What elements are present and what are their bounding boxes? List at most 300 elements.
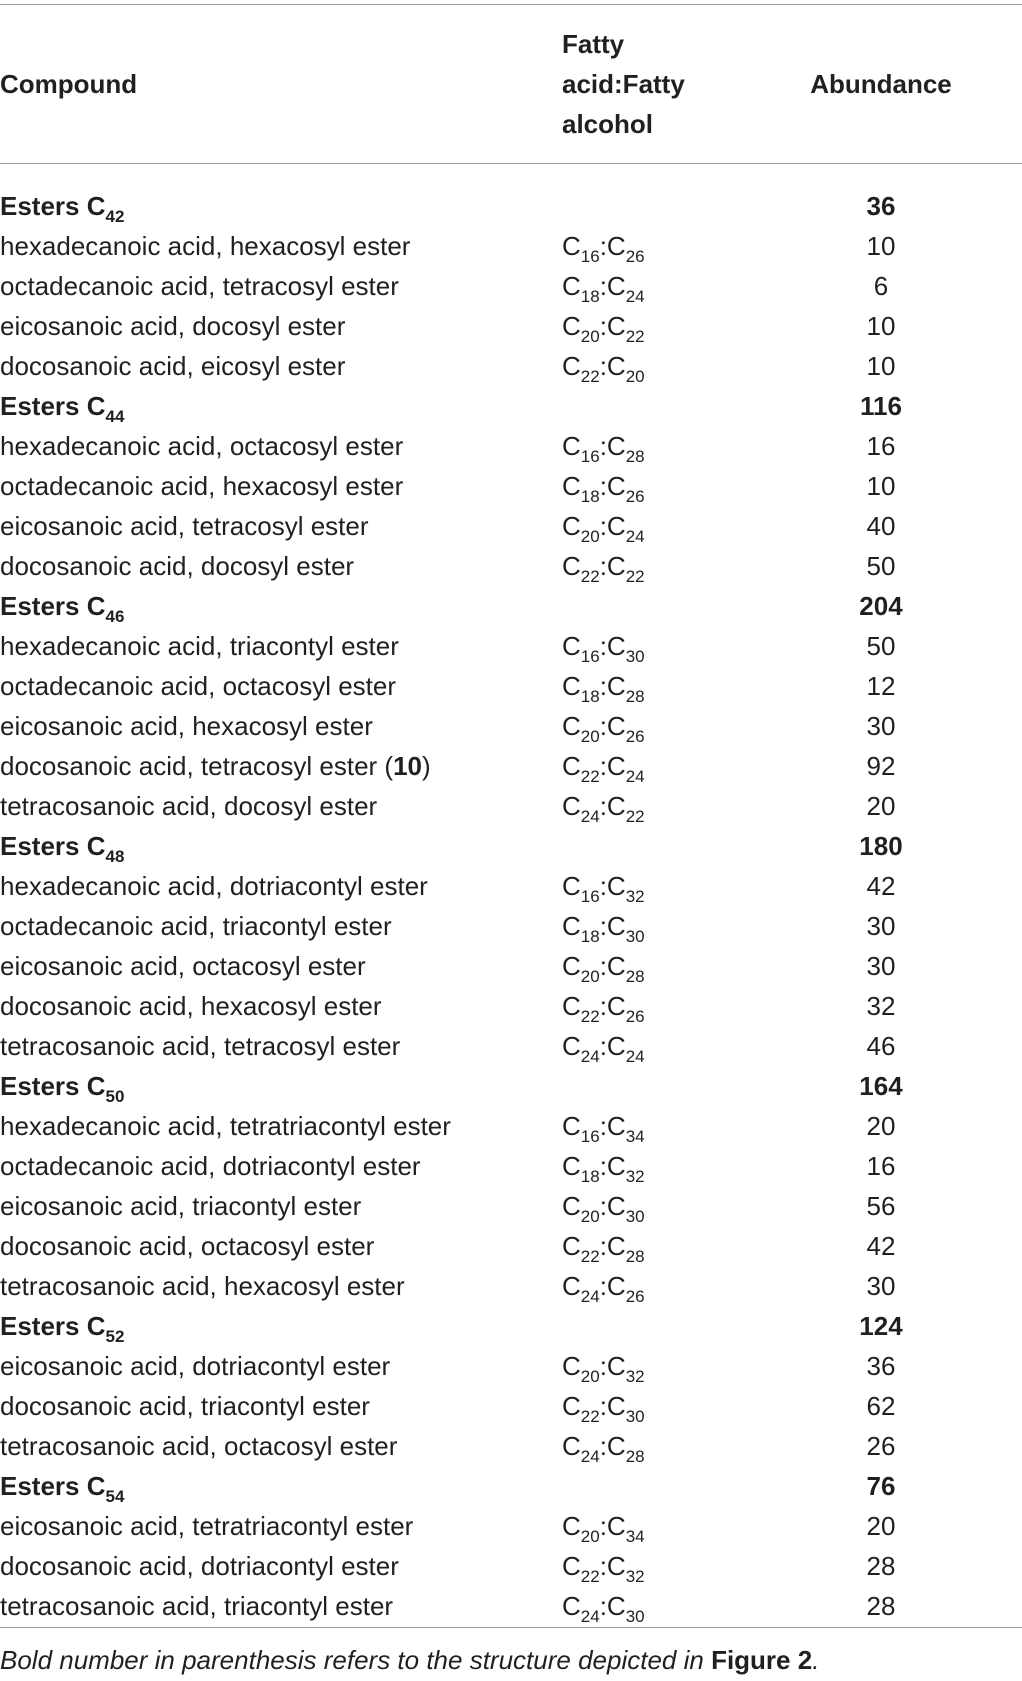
fatty-acid-chain: 24 bbox=[580, 1447, 600, 1466]
table-row bbox=[0, 1586, 1022, 1626]
compound-name: octadecanoic acid, octacosyl ester bbox=[0, 671, 396, 701]
compound-name: docosanoic acid, dotriacontyl ester bbox=[0, 1551, 399, 1581]
header-row bbox=[0, 4, 1022, 163]
separator: :C bbox=[599, 1551, 626, 1581]
separator: :C bbox=[599, 1271, 626, 1301]
fatty-acid-alcohol-cell bbox=[562, 1586, 810, 1626]
fatty-acid-chain: 16 bbox=[580, 887, 600, 906]
fatty-alcohol-chain: 24 bbox=[625, 767, 645, 786]
fatty-acid-alcohol-cell bbox=[562, 266, 810, 306]
fatty-acid-alcohol-cell bbox=[562, 546, 810, 586]
group-fa-empty bbox=[562, 186, 810, 226]
fatty-alcohol-chain: 30 bbox=[625, 1207, 645, 1226]
table-row bbox=[0, 1226, 1022, 1266]
compound-cell bbox=[0, 746, 562, 786]
header-fatty-line-3: alcohol bbox=[562, 108, 654, 139]
compound-name: octadecanoic acid, tetracosyl ester bbox=[0, 271, 399, 301]
fatty-acid-chain: 22 bbox=[580, 767, 600, 786]
group-row bbox=[0, 1066, 1022, 1106]
compound-cell bbox=[0, 706, 562, 746]
table-row bbox=[0, 506, 1022, 546]
table-row bbox=[0, 666, 1022, 706]
compound-name: eicosanoic acid, triacontyl ester bbox=[0, 1191, 362, 1221]
table-row bbox=[0, 1546, 1022, 1586]
compound-name: docosanoic acid, docosyl ester bbox=[0, 551, 355, 581]
fatty-acid-alcohol-cell bbox=[562, 1146, 810, 1186]
fatty-acid-alcohol-cell bbox=[562, 306, 810, 346]
abundance-cell: 6 bbox=[873, 271, 889, 301]
compound-name: eicosanoic acid, docosyl ester bbox=[0, 311, 346, 341]
compound-cell bbox=[0, 306, 562, 346]
abundance-cell: 50 bbox=[866, 551, 896, 581]
compound-name-after: ) bbox=[422, 751, 431, 781]
carbon-symbol: C bbox=[562, 271, 581, 301]
fatty-acid-chain: 22 bbox=[580, 567, 600, 586]
carbon-symbol: C bbox=[562, 1231, 581, 1261]
group-total: 76 bbox=[866, 1471, 896, 1501]
carbon-symbol: C bbox=[562, 1351, 581, 1381]
fatty-alcohol-chain: 30 bbox=[625, 1607, 645, 1626]
fatty-alcohol-chain: 22 bbox=[625, 807, 645, 826]
fatty-acid-alcohol-cell bbox=[562, 226, 810, 266]
compound-cell bbox=[0, 1346, 562, 1386]
separator: :C bbox=[599, 1431, 626, 1461]
carbon-symbol: C bbox=[562, 1431, 581, 1461]
table-row bbox=[0, 866, 1022, 906]
fatty-acid-alcohol-cell bbox=[562, 866, 810, 906]
fatty-alcohol-chain: 24 bbox=[625, 527, 645, 546]
compound-name: eicosanoic acid, tetratriacontyl ester bbox=[0, 1511, 414, 1541]
abundance-cell: 42 bbox=[866, 1231, 896, 1261]
compound-name: tetracosanoic acid, docosyl ester bbox=[0, 791, 378, 821]
compound-name: eicosanoic acid, tetracosyl ester bbox=[0, 511, 369, 541]
compound-cell bbox=[0, 1426, 562, 1466]
fatty-alcohol-chain: 32 bbox=[625, 887, 645, 906]
fatty-acid-alcohol-cell bbox=[562, 1506, 810, 1546]
fatty-acid-alcohol-cell bbox=[562, 1546, 810, 1586]
group-label-text: Esters C bbox=[0, 1471, 106, 1501]
fatty-acid-chain: 20 bbox=[580, 1207, 600, 1226]
group-row bbox=[0, 186, 1022, 226]
table-row bbox=[0, 786, 1022, 826]
abundance-cell: 10 bbox=[866, 231, 896, 261]
fatty-acid-chain: 20 bbox=[580, 727, 600, 746]
abundance-cell: 16 bbox=[866, 1151, 896, 1181]
carbon-symbol: C bbox=[562, 511, 581, 541]
fatty-alcohol-chain: 34 bbox=[625, 1127, 645, 1146]
separator: :C bbox=[599, 711, 626, 741]
fatty-acid-chain: 20 bbox=[580, 1527, 600, 1546]
separator: :C bbox=[599, 1351, 626, 1381]
table-row bbox=[0, 226, 1022, 266]
separator: :C bbox=[599, 1031, 626, 1061]
table-row bbox=[0, 706, 1022, 746]
abundance-cell: 42 bbox=[866, 871, 896, 901]
group-label-subscript: 48 bbox=[105, 847, 125, 866]
separator: :C bbox=[599, 911, 626, 941]
compound-name: tetracosanoic acid, tetracosyl ester bbox=[0, 1031, 401, 1061]
separator: :C bbox=[599, 751, 626, 781]
group-label-subscript: 52 bbox=[105, 1327, 125, 1346]
abundance-cell: 50 bbox=[866, 631, 896, 661]
compound-cell bbox=[0, 506, 562, 546]
group-label-subscript: 50 bbox=[105, 1087, 125, 1106]
group-row bbox=[0, 1306, 1022, 1346]
header-fatty-acid-alcohol bbox=[562, 4, 810, 163]
fatty-alcohol-chain: 26 bbox=[625, 487, 645, 506]
separator: :C bbox=[599, 271, 626, 301]
separator: :C bbox=[599, 871, 626, 901]
separator: :C bbox=[599, 1191, 626, 1221]
separator: :C bbox=[599, 1151, 626, 1181]
carbon-symbol: C bbox=[562, 431, 581, 461]
header-fatty-line-1: Fatty bbox=[562, 28, 625, 59]
compound-name: hexadecanoic acid, dotriacontyl ester bbox=[0, 871, 428, 901]
fatty-alcohol-chain: 24 bbox=[625, 287, 645, 306]
abundance-cell: 46 bbox=[866, 1031, 896, 1061]
group-total: 204 bbox=[859, 591, 903, 621]
fatty-acid-alcohol-cell bbox=[562, 746, 810, 786]
compound-name: octadecanoic acid, hexacosyl ester bbox=[0, 471, 404, 501]
carbon-symbol: C bbox=[562, 631, 581, 661]
fatty-alcohol-chain: 26 bbox=[625, 247, 645, 266]
fatty-acid-chain: 22 bbox=[580, 1407, 600, 1426]
carbon-symbol: C bbox=[562, 551, 581, 581]
carbon-symbol: C bbox=[562, 1391, 581, 1421]
abundance-cell: 30 bbox=[866, 911, 896, 941]
group-fa-empty bbox=[562, 586, 810, 626]
table-row bbox=[0, 946, 1022, 986]
fatty-acid-chain: 18 bbox=[580, 1167, 600, 1186]
table-row bbox=[0, 1186, 1022, 1226]
compound-name: hexadecanoic acid, octacosyl ester bbox=[0, 431, 404, 461]
fatty-acid-alcohol-cell bbox=[562, 346, 810, 386]
fatty-alcohol-chain: 30 bbox=[625, 927, 645, 946]
separator: :C bbox=[599, 791, 626, 821]
fatty-alcohol-chain: 30 bbox=[625, 1407, 645, 1426]
separator: :C bbox=[599, 551, 626, 581]
fatty-alcohol-chain: 28 bbox=[625, 967, 645, 986]
group-fa-empty bbox=[562, 386, 810, 426]
compound-name: octadecanoic acid, triacontyl ester bbox=[0, 911, 392, 941]
carbon-symbol: C bbox=[562, 1151, 581, 1181]
fatty-alcohol-chain: 28 bbox=[625, 687, 645, 706]
table-row bbox=[0, 1146, 1022, 1186]
abundance-cell: 16 bbox=[866, 431, 896, 461]
compound-cell bbox=[0, 906, 562, 946]
separator: :C bbox=[599, 1511, 626, 1541]
carbon-symbol: C bbox=[562, 1511, 581, 1541]
separator: :C bbox=[599, 1231, 626, 1261]
fatty-alcohol-chain: 20 bbox=[625, 367, 645, 386]
table-row bbox=[0, 1386, 1022, 1426]
compound-cell bbox=[0, 546, 562, 586]
compound-cell bbox=[0, 866, 562, 906]
abundance-cell: 62 bbox=[866, 1391, 896, 1421]
data-table bbox=[0, 4, 1022, 1626]
fatty-acid-chain: 20 bbox=[580, 527, 600, 546]
fatty-acid-chain: 22 bbox=[580, 367, 600, 386]
compound-name: docosanoic acid, eicosyl ester bbox=[0, 351, 346, 381]
table-row bbox=[0, 426, 1022, 466]
group-label bbox=[0, 1306, 562, 1346]
group-label-subscript: 54 bbox=[105, 1487, 125, 1506]
compound-cell bbox=[0, 1386, 562, 1426]
fatty-acid-chain: 24 bbox=[580, 1047, 600, 1066]
table-row bbox=[0, 626, 1022, 666]
compound-name: hexadecanoic acid, hexacosyl ester bbox=[0, 231, 411, 261]
bottom-rule bbox=[0, 1627, 1022, 1628]
abundance-cell: 30 bbox=[866, 1271, 896, 1301]
group-label-text: Esters C bbox=[0, 191, 106, 221]
fatty-alcohol-chain: 28 bbox=[625, 1247, 645, 1266]
group-row bbox=[0, 826, 1022, 866]
separator: :C bbox=[599, 671, 626, 701]
group-total: 180 bbox=[859, 831, 903, 861]
group-label bbox=[0, 386, 562, 426]
fatty-acid-chain: 20 bbox=[580, 1367, 600, 1386]
footnote-end: . bbox=[812, 1645, 820, 1675]
fatty-alcohol-chain: 32 bbox=[625, 1567, 645, 1586]
abundance-cell: 32 bbox=[866, 991, 896, 1021]
carbon-symbol: C bbox=[562, 871, 581, 901]
carbon-symbol: C bbox=[562, 951, 581, 981]
header-compound: Compound bbox=[0, 68, 138, 99]
compound-name: docosanoic acid, hexacosyl ester bbox=[0, 991, 382, 1021]
compound-cell bbox=[0, 266, 562, 306]
fatty-acid-alcohol-cell bbox=[562, 986, 810, 1026]
group-row bbox=[0, 386, 1022, 426]
fatty-acid-chain: 18 bbox=[580, 687, 600, 706]
abundance-cell: 28 bbox=[866, 1551, 896, 1581]
abundance-cell: 40 bbox=[866, 511, 896, 541]
fatty-acid-chain: 22 bbox=[580, 1247, 600, 1266]
fatty-alcohol-chain: 34 bbox=[625, 1527, 645, 1546]
group-label bbox=[0, 1466, 562, 1506]
table-row bbox=[0, 466, 1022, 506]
fatty-alcohol-chain: 28 bbox=[625, 1447, 645, 1466]
fatty-acid-alcohol-cell bbox=[562, 906, 810, 946]
compound-cell bbox=[0, 466, 562, 506]
fatty-alcohol-chain: 32 bbox=[625, 1367, 645, 1386]
compound-cell bbox=[0, 226, 562, 266]
separator: :C bbox=[599, 351, 626, 381]
table-row bbox=[0, 266, 1022, 306]
table-row bbox=[0, 1346, 1022, 1386]
carbon-symbol: C bbox=[562, 311, 581, 341]
group-label-subscript: 44 bbox=[105, 407, 125, 426]
compound-name: tetracosanoic acid, triacontyl ester bbox=[0, 1591, 394, 1621]
abundance-cell: 10 bbox=[866, 351, 896, 381]
compound-cell bbox=[0, 1186, 562, 1226]
separator: :C bbox=[599, 471, 626, 501]
abundance-cell: 20 bbox=[866, 791, 896, 821]
abundance-cell: 26 bbox=[866, 1431, 896, 1461]
fatty-acid-chain: 18 bbox=[580, 287, 600, 306]
fatty-acid-chain: 16 bbox=[580, 647, 600, 666]
fatty-acid-alcohol-cell bbox=[562, 1426, 810, 1466]
group-total: 36 bbox=[866, 191, 896, 221]
fatty-acid-alcohol-cell bbox=[562, 466, 810, 506]
fatty-alcohol-chain: 26 bbox=[625, 1287, 645, 1306]
abundance-cell: 36 bbox=[866, 1351, 896, 1381]
table-row bbox=[0, 746, 1022, 786]
fatty-alcohol-chain: 32 bbox=[625, 1167, 645, 1186]
fatty-acid-alcohol-cell bbox=[562, 706, 810, 746]
compound-cell bbox=[0, 666, 562, 706]
fatty-acid-chain: 20 bbox=[580, 327, 600, 346]
group-total: 164 bbox=[859, 1071, 903, 1101]
fatty-acid-chain: 16 bbox=[580, 1127, 600, 1146]
abundance-cell: 10 bbox=[866, 311, 896, 341]
table-row bbox=[0, 986, 1022, 1026]
fatty-acid-chain: 16 bbox=[580, 447, 600, 466]
separator: :C bbox=[599, 991, 626, 1021]
group-label-subscript: 46 bbox=[105, 607, 125, 626]
structure-ref: 10 bbox=[393, 751, 422, 781]
fatty-acid-alcohol-cell bbox=[562, 506, 810, 546]
group-row bbox=[0, 586, 1022, 626]
separator: :C bbox=[599, 231, 626, 261]
group-label-text: Esters C bbox=[0, 1311, 106, 1341]
compound-name: tetracosanoic acid, hexacosyl ester bbox=[0, 1271, 405, 1301]
fatty-acid-chain: 18 bbox=[580, 487, 600, 506]
group-fa-empty bbox=[562, 826, 810, 866]
fatty-alcohol-chain: 24 bbox=[625, 1047, 645, 1066]
fatty-acid-chain: 24 bbox=[580, 807, 600, 826]
compound-name: hexadecanoic acid, tetratriacontyl ester bbox=[0, 1111, 451, 1141]
fatty-acid-chain: 22 bbox=[580, 1567, 600, 1586]
carbon-symbol: C bbox=[562, 1271, 581, 1301]
abundance-cell: 10 bbox=[866, 471, 896, 501]
compound-cell bbox=[0, 1506, 562, 1546]
footnote-figure-ref: Figure 2 bbox=[711, 1645, 813, 1675]
compound-cell bbox=[0, 946, 562, 986]
table-row bbox=[0, 346, 1022, 386]
fatty-acid-alcohol-cell bbox=[562, 1026, 810, 1066]
compound-cell bbox=[0, 1026, 562, 1066]
fatty-alcohol-chain: 28 bbox=[625, 447, 645, 466]
table-row bbox=[0, 1026, 1022, 1066]
compound-name: hexadecanoic acid, triacontyl ester bbox=[0, 631, 399, 661]
group-row bbox=[0, 1466, 1022, 1506]
compound-name: octadecanoic acid, dotriacontyl ester bbox=[0, 1151, 421, 1181]
compound-cell bbox=[0, 1146, 562, 1186]
carbon-symbol: C bbox=[562, 1551, 581, 1581]
carbon-symbol: C bbox=[562, 991, 581, 1021]
header-fatty-line-2: acid:Fatty bbox=[562, 68, 685, 99]
carbon-symbol: C bbox=[562, 1031, 581, 1061]
abundance-cell: 56 bbox=[866, 1191, 896, 1221]
fatty-acid-alcohol-cell bbox=[562, 666, 810, 706]
fatty-acid-alcohol-cell bbox=[562, 1106, 810, 1146]
header-spacer bbox=[0, 163, 1022, 186]
compound-name: docosanoic acid, octacosyl ester bbox=[0, 1231, 375, 1261]
group-fa-empty bbox=[562, 1306, 810, 1346]
compound-cell bbox=[0, 1586, 562, 1626]
compound-cell bbox=[0, 346, 562, 386]
group-total: 116 bbox=[860, 391, 902, 421]
fatty-acid-chain: 22 bbox=[580, 1007, 600, 1026]
separator: :C bbox=[599, 631, 626, 661]
table-body bbox=[0, 186, 1022, 1626]
fatty-acid-alcohol-cell bbox=[562, 1386, 810, 1426]
group-label-text: Esters C bbox=[0, 831, 106, 861]
footnote-text: Bold number in parenthesis refers to the structure depicted in bbox=[0, 1645, 712, 1675]
separator: :C bbox=[599, 1591, 626, 1621]
table-row bbox=[0, 1506, 1022, 1546]
carbon-symbol: C bbox=[562, 1111, 581, 1141]
table-row bbox=[0, 1426, 1022, 1466]
abundance-cell: 20 bbox=[866, 1511, 896, 1541]
compound-cell bbox=[0, 1226, 562, 1266]
group-total: 124 bbox=[859, 1311, 903, 1341]
abundance-cell: 92 bbox=[866, 751, 896, 781]
compound-cell bbox=[0, 1546, 562, 1586]
fatty-acid-alcohol-cell bbox=[562, 1266, 810, 1306]
group-label-text: Esters C bbox=[0, 1071, 106, 1101]
carbon-symbol: C bbox=[562, 751, 581, 781]
separator: :C bbox=[599, 1391, 626, 1421]
abundance-cell: 12 bbox=[866, 671, 896, 701]
fatty-acid-chain: 24 bbox=[580, 1607, 600, 1626]
fatty-acid-chain: 18 bbox=[580, 927, 600, 946]
group-fa-empty bbox=[562, 1466, 810, 1506]
carbon-symbol: C bbox=[562, 1191, 581, 1221]
carbon-symbol: C bbox=[562, 351, 581, 381]
carbon-symbol: C bbox=[562, 471, 581, 501]
group-label bbox=[0, 186, 562, 226]
fatty-acid-chain: 16 bbox=[580, 247, 600, 266]
carbon-symbol: C bbox=[562, 711, 581, 741]
group-label bbox=[0, 586, 562, 626]
group-label-text: Esters C bbox=[0, 391, 106, 421]
table-row bbox=[0, 1266, 1022, 1306]
compound-name: eicosanoic acid, hexacosyl ester bbox=[0, 711, 373, 741]
carbon-symbol: C bbox=[562, 911, 581, 941]
group-label-text: Esters C bbox=[0, 591, 106, 621]
separator: :C bbox=[599, 511, 626, 541]
abundance-cell: 28 bbox=[866, 1591, 896, 1621]
carbon-symbol: C bbox=[562, 791, 581, 821]
table-row bbox=[0, 546, 1022, 586]
abundance-cell: 20 bbox=[866, 1111, 896, 1141]
compound-cell bbox=[0, 626, 562, 666]
separator: :C bbox=[599, 1111, 626, 1141]
fatty-acid-alcohol-cell bbox=[562, 1346, 810, 1386]
table-row bbox=[0, 906, 1022, 946]
group-label bbox=[0, 1066, 562, 1106]
fatty-alcohol-chain: 30 bbox=[625, 647, 645, 666]
compound-cell bbox=[0, 1266, 562, 1306]
compound-cell bbox=[0, 426, 562, 466]
compound-name: eicosanoic acid, dotriacontyl ester bbox=[0, 1351, 391, 1381]
separator: :C bbox=[599, 311, 626, 341]
compound-name: tetracosanoic acid, octacosyl ester bbox=[0, 1431, 398, 1461]
fatty-alcohol-chain: 26 bbox=[625, 727, 645, 746]
fatty-acid-alcohol-cell bbox=[562, 426, 810, 466]
carbon-symbol: C bbox=[562, 671, 581, 701]
fatty-alcohol-chain: 22 bbox=[625, 327, 645, 346]
fatty-acid-alcohol-cell bbox=[562, 1226, 810, 1266]
table-row bbox=[0, 1106, 1022, 1146]
carbon-symbol: C bbox=[562, 231, 581, 261]
separator: :C bbox=[599, 431, 626, 461]
fatty-acid-alcohol-cell bbox=[562, 946, 810, 986]
compound-name: docosanoic acid, tetracosyl ester ( bbox=[0, 751, 394, 781]
abundance-cell: 30 bbox=[866, 711, 896, 741]
fatty-alcohol-chain: 22 bbox=[625, 567, 645, 586]
